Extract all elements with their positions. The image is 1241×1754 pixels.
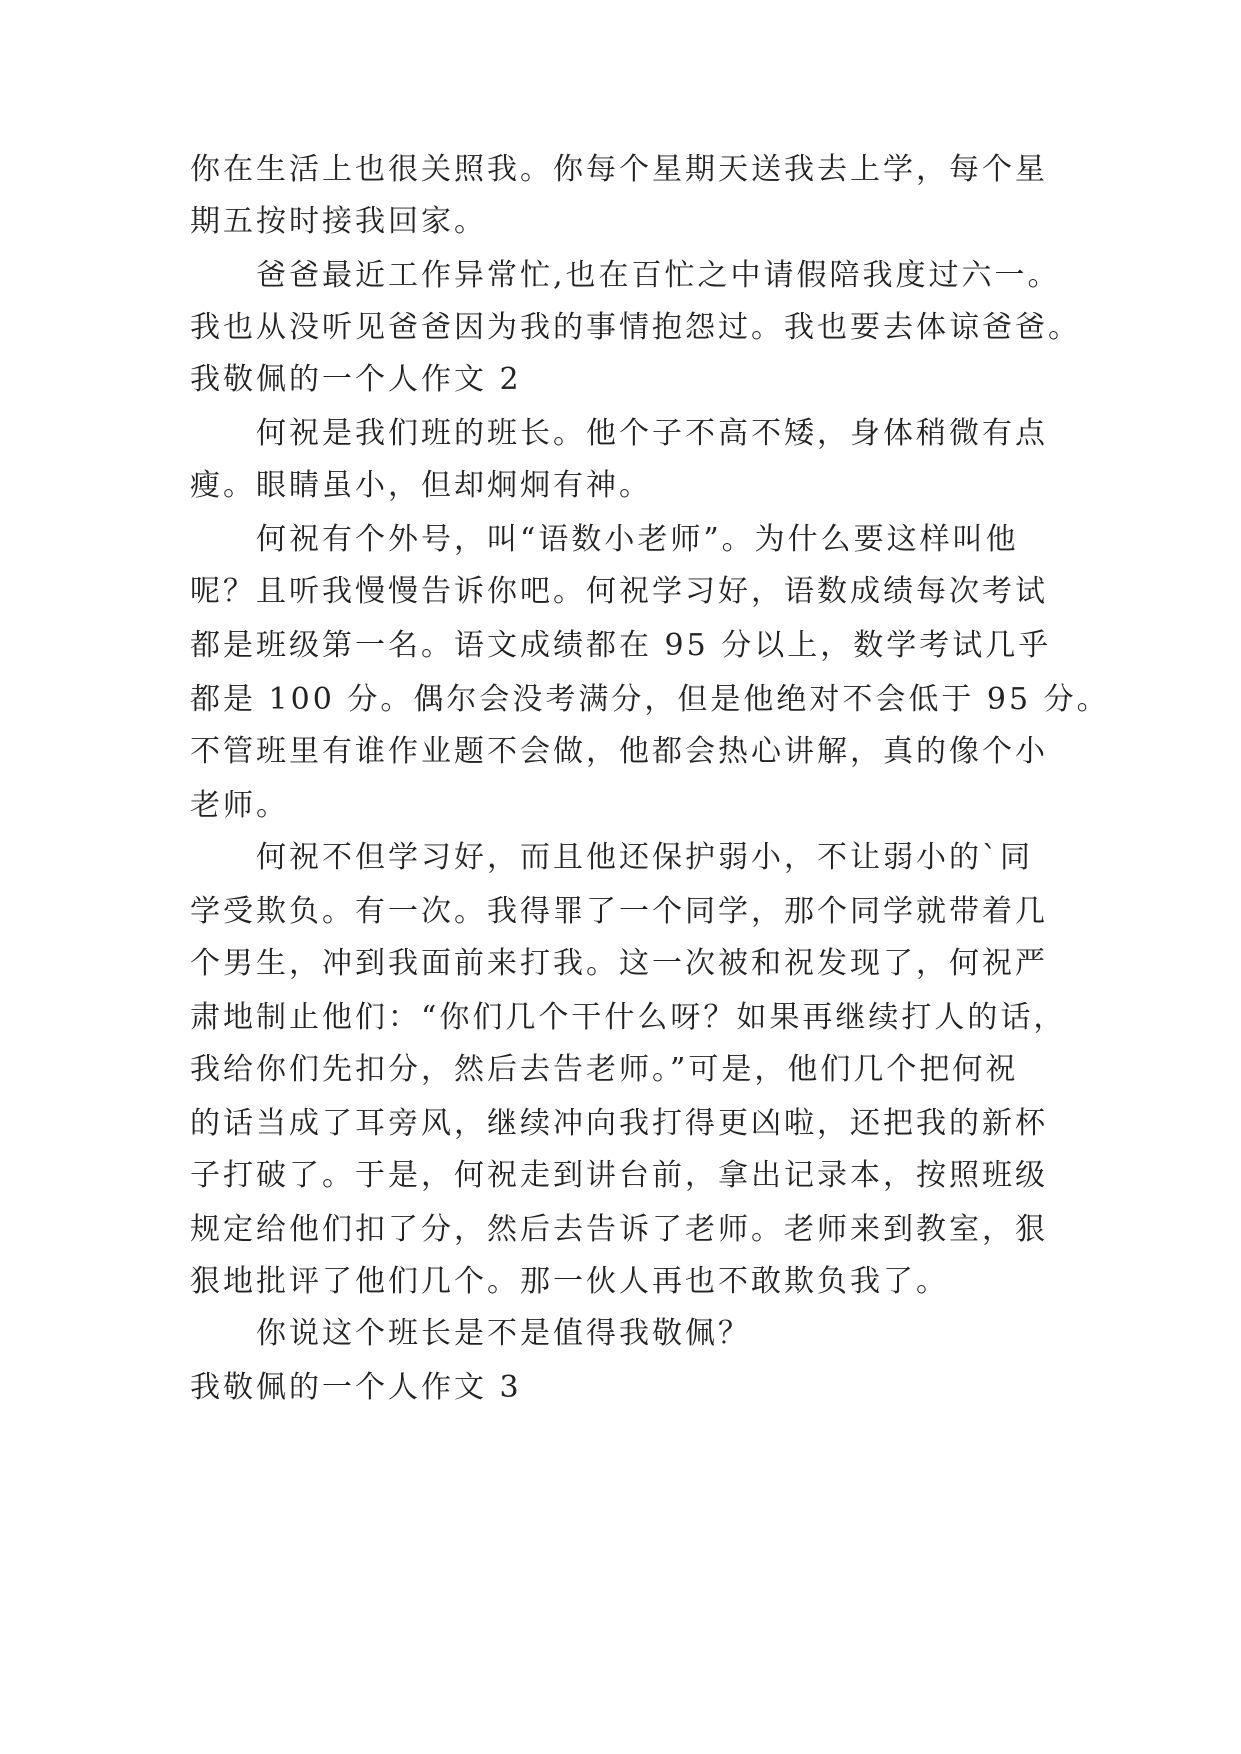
text-line: 爸爸最近工作异常忙,也在百忙之中请假陪我度过六一。 [256, 258, 1061, 293]
text-line: 都是班级第一名。语文成绩都在 95 分以上，数学考试几乎 [190, 628, 1052, 663]
text-line: 期五按时接我回家。 [190, 204, 487, 239]
text-line: 何祝是我们班的班长。他个子不高不矮，身体稍微有点 [256, 416, 1048, 451]
text-line: 肃地制止他们：“你们几个干什么呀？如果再继续打人的话， [190, 1000, 1067, 1035]
text-line: 个男生，冲到我面前来打我。这一次被和祝发现了，何祝严 [190, 946, 1048, 981]
text-line: 学受欺负。有一次。我得罪了一个同学，那个同学就带着几 [190, 894, 1048, 929]
text-line: 不管班里有谁作业题不会做，他都会热心讲解，真的像个小 [190, 734, 1048, 769]
text-line: 老师。 [190, 788, 289, 823]
text-line: 何祝不但学习好，而且他还保护弱小，不让弱小的`同 [256, 840, 1033, 875]
text-line: 规定给他们扣了分，然后去告诉了老师。老师来到教室，狠 [190, 1212, 1048, 1247]
text-line: 子打破了。于是，何祝走到讲台前，拿出记录本，按照班级 [190, 1158, 1048, 1193]
text-line: 呢？且听我慢慢告诉你吧。何祝学习好，语数成绩每次考试 [190, 574, 1048, 609]
text-line: 都是 100 分。偶尔会没考满分，但是他绝对不会低于 95 分。 [190, 682, 1110, 717]
text-line: 你说这个班长是不是值得我敬佩？ [256, 1316, 751, 1351]
text-line: 我给你们先扣分，然后去告老师。”可是，他们几个把何祝 [190, 1052, 1019, 1087]
text-line: 的话当成了耳旁风，继续冲向我打得更凶啦，还把我的新杯 [190, 1106, 1048, 1141]
section-heading: 我敬佩的一个人作文 3 [190, 1370, 522, 1405]
text-line: 何祝有个外号，叫“语数小老师”。为什么要这样叫他 [256, 522, 1019, 557]
text-line: 我也从没听见爸爸因为我的事情抱怨过。我也要去体谅爸爸。 [190, 310, 1081, 345]
text-line: 狠地批评了他们几个。那一伙人再也不敢欺负我了。 [190, 1264, 949, 1299]
text-line: 瘦。眼睛虽小，但却炯炯有神。 [190, 468, 652, 503]
section-heading: 我敬佩的一个人作文 2 [190, 362, 522, 397]
text-line: 你在生活上也很关照我。你每个星期天送我去上学，每个星 [190, 152, 1048, 187]
